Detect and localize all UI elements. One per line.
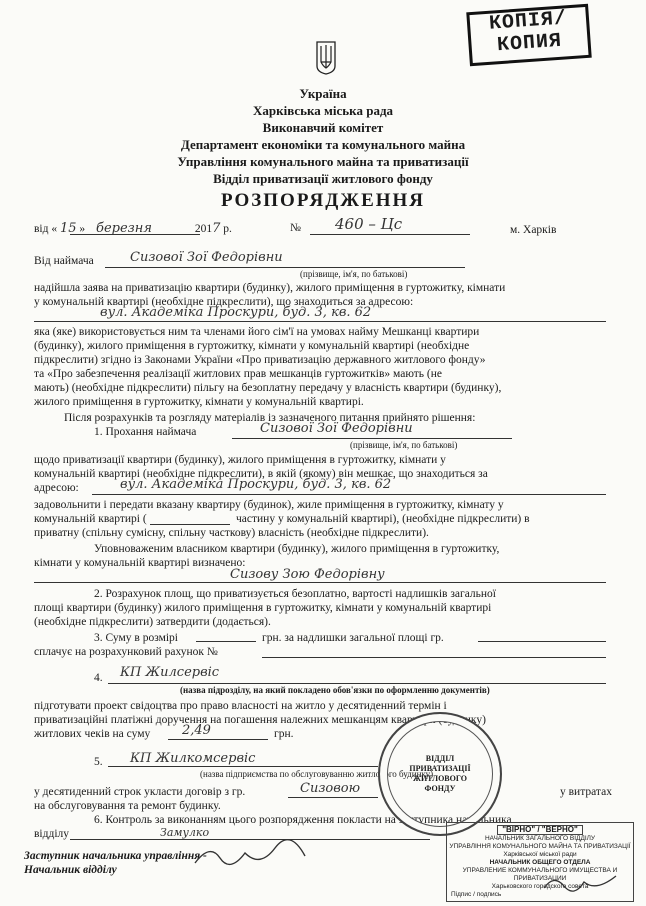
rstamp-line1: НАЧАЛЬНИК ЗАГАЛЬНОГО ВІДДІЛУ xyxy=(484,835,596,842)
order-mid: » xyxy=(79,223,86,235)
body-p11: комунальній квартирі (необхідне підкреслити), в якій (якому) він мешкає, що знаходиться за xyxy=(34,468,488,480)
item4-hand: КП Жилсервіс xyxy=(120,665,220,680)
header-office: Управління комунального майна та приватизації xyxy=(177,154,469,169)
header-country: Україна xyxy=(299,86,347,101)
order-day: 15 xyxy=(59,221,77,236)
body-p3: яка (яке) використовується ним та членами його сім'ї на умовах найму Мешканці квартири xyxy=(34,326,480,338)
order-year-suffix: р. xyxy=(223,223,232,235)
signer-title-1: Заступник начальника управління - xyxy=(24,850,207,862)
signature-image xyxy=(190,838,310,872)
item1-name: Сизової Зої Федорівни xyxy=(260,421,413,436)
header-division: Відділ приватизації житлового фонду xyxy=(213,171,433,186)
owner-hand: Сизову Зою Федорівну xyxy=(230,567,385,582)
item1-label: 1. Прохання наймача xyxy=(94,426,197,438)
signer-hand: Замулко xyxy=(160,826,210,839)
body-p22: сплачує на розрахунковий рахунок № xyxy=(34,646,218,658)
rstamp-line5: УПРАВЛЕНИЕ КОММУНАЛЬНОГО ИМУЩЕСТВА И ПРИВАТИЗАЦИИ xyxy=(462,867,618,882)
body-p21b: грн. за надлишки загальної площі гр. xyxy=(262,632,444,644)
item5-hand: КП Жилкомсервіс xyxy=(130,751,256,766)
body-p29: відділу xyxy=(34,828,70,840)
rstamp-line4: НАЧАЛЬНИК ОБЩЕГО ОТДЕЛА xyxy=(489,859,591,866)
header-committee: Виконавчий комітет xyxy=(262,120,384,135)
body-p5: підкреслити) згідно із Законами України «Про приватизацію державного житлового фонду» xyxy=(34,354,486,366)
body-p26b: у витратах xyxy=(560,786,612,798)
body-p20: (необхідне підкреслити) затвердити (додається). xyxy=(34,616,271,628)
order-month: березня xyxy=(96,221,152,236)
item5-num: 5. xyxy=(94,756,103,768)
body-p23: підготувати проект свідоцтва про право власності на житло у десятиденний термін і xyxy=(34,700,447,712)
body-p4: (будинку), жилого приміщення в гуртожитку, кімнати у комунальній квартирі (необхідне xyxy=(34,340,470,352)
order-from-prefix: від « xyxy=(34,223,58,235)
body-p25: житлових чеків на суму xyxy=(34,728,151,740)
body-p21: 3. Суму в розмірі xyxy=(94,632,178,644)
body-p1: надійшла заява на приватизацію квартири (будинку), жилого приміщення в гуртожитку, кімнати xyxy=(34,282,506,294)
item5-caption: (назва підприємства по обслуговуванню житлового будинку) xyxy=(200,769,434,779)
seal-text: ВІДДІЛ ПРИВАТИЗАЦІЇ ЖИТЛОВОГО ФОНДУ xyxy=(409,754,471,793)
sum-hand: 2,49 xyxy=(182,723,211,738)
order-year-digit: 7 xyxy=(212,221,221,236)
body-p7: мають) (необхідне підкреслити) пільгу на безоплатну передачу у власність квартири (будинку), xyxy=(34,382,502,394)
address-hand-2: вул. Академіка Проскури, буд. 3, кв. 62 xyxy=(120,477,392,492)
body-p18: 2. Розрахунок площ, що приватизується безоплатно, вартості надлишків загальної xyxy=(94,588,497,600)
item1-caption: (прізвище, ім'я, по батькові) xyxy=(350,440,458,450)
copy-stamp-line2: КОПИЯ xyxy=(496,29,563,58)
rstamp-sign: Підпис / подпись xyxy=(451,891,502,898)
document-title: РОЗПОРЯДЖЕННЯ xyxy=(220,190,426,211)
stamp-signature-image xyxy=(540,870,620,896)
body-p9: Після розрахунків та розгляду матеріалів із зазначеного питання прийнято рішення: xyxy=(64,412,476,424)
rstamp-line3: Харківської міської ради xyxy=(503,851,577,858)
body-p26: у десятиденний строк укласти договір з гр. xyxy=(34,786,246,798)
body-p12-label: адресою: xyxy=(34,482,79,494)
body-p2: у комунальній квартирі (необхідне підкреслити), що знаходиться за адресою: xyxy=(34,296,414,308)
official-seal xyxy=(378,712,502,836)
tenant-label: Від наймача xyxy=(34,255,94,267)
signer-title-2: Начальник відділу xyxy=(24,864,117,876)
header-department: Департамент економіки та комунального майна xyxy=(180,137,466,152)
body-p17: кімнати у комунальній квартирі визначено: xyxy=(34,557,246,569)
copy-stamp-line1: КОПІЯ/ xyxy=(488,7,568,36)
body-p16: Уповноваженим власником квартири (будинку), жилого приміщення в гуртожитку, xyxy=(94,543,500,555)
body-p25b: грн. xyxy=(274,728,294,740)
rstamp-line2: УПРАВЛІННЯ КОМУНАЛЬНОГО МАЙНА ТА ПРИВАТИЗАЦІЇ xyxy=(449,843,631,850)
order-number-label: № xyxy=(290,222,301,234)
contract-name-hand: Сизовою xyxy=(300,781,361,796)
order-number: 460 – Цс xyxy=(335,215,403,233)
tenant-name: Сизової Зої Федорівни xyxy=(130,250,283,265)
body-p15: приватну (спільну сумісну, спільну часткову) власність (необхідне підкреслити). xyxy=(34,527,429,539)
trident-emblem-icon xyxy=(315,40,337,76)
body-p6: та «Про забезпечення реалізації житлових прав мешканців гуртожитків» мають (не xyxy=(34,368,442,380)
item4-num: 4. xyxy=(94,672,103,684)
body-p13: задовольнити і передати вказану квартиру (будинок), жиле приміщення в гуртожитку, кімнату у xyxy=(34,499,504,511)
body-p8: жилого приміщення в гуртожитку, кімнати у комунальній квартирі. xyxy=(34,396,364,408)
item4-caption: (назва підрозділу, на який покладено обов'язки по оформленню документів) xyxy=(180,685,490,695)
body-p28: 6. Контроль за виконанням цього розпорядження покласти на заступника начальника xyxy=(94,814,512,826)
order-year-prefix: 201 xyxy=(194,223,213,235)
verno-label: "ВІРНО" / "ВЕРНО" xyxy=(497,825,583,835)
address-hand-1: вул. Академіка Проскури, буд. 3, кв. 62 xyxy=(100,305,372,320)
header-council: Харківська міська рада xyxy=(252,103,394,118)
body-p14: комунальній квартирі ( xyxy=(34,513,147,525)
rstamp-line6: Харьковского городского совета xyxy=(491,883,589,890)
order-city: м. Харків xyxy=(510,224,557,236)
body-p19: площі квартири (будинку) жилого приміщення в гуртожитку, кімнати у комунальній квартирі xyxy=(34,602,492,614)
body-p27: на обслуговування та ремонт будинку. xyxy=(34,800,221,812)
body-p10: щодо приватизації квартири (будинку), жилого приміщення в гуртожитку, кімнати у xyxy=(34,454,446,466)
body-p14b: частину у комунальній квартирі), (необхідне підкреслити) в xyxy=(236,513,530,525)
copy-stamp xyxy=(466,4,591,66)
body-p24: приватизаційні платіжні доручення на погашення належних мешканцям квартири (будинку) xyxy=(34,714,486,726)
tenant-caption: (прізвище, ім'я, по батькові) xyxy=(300,269,408,279)
